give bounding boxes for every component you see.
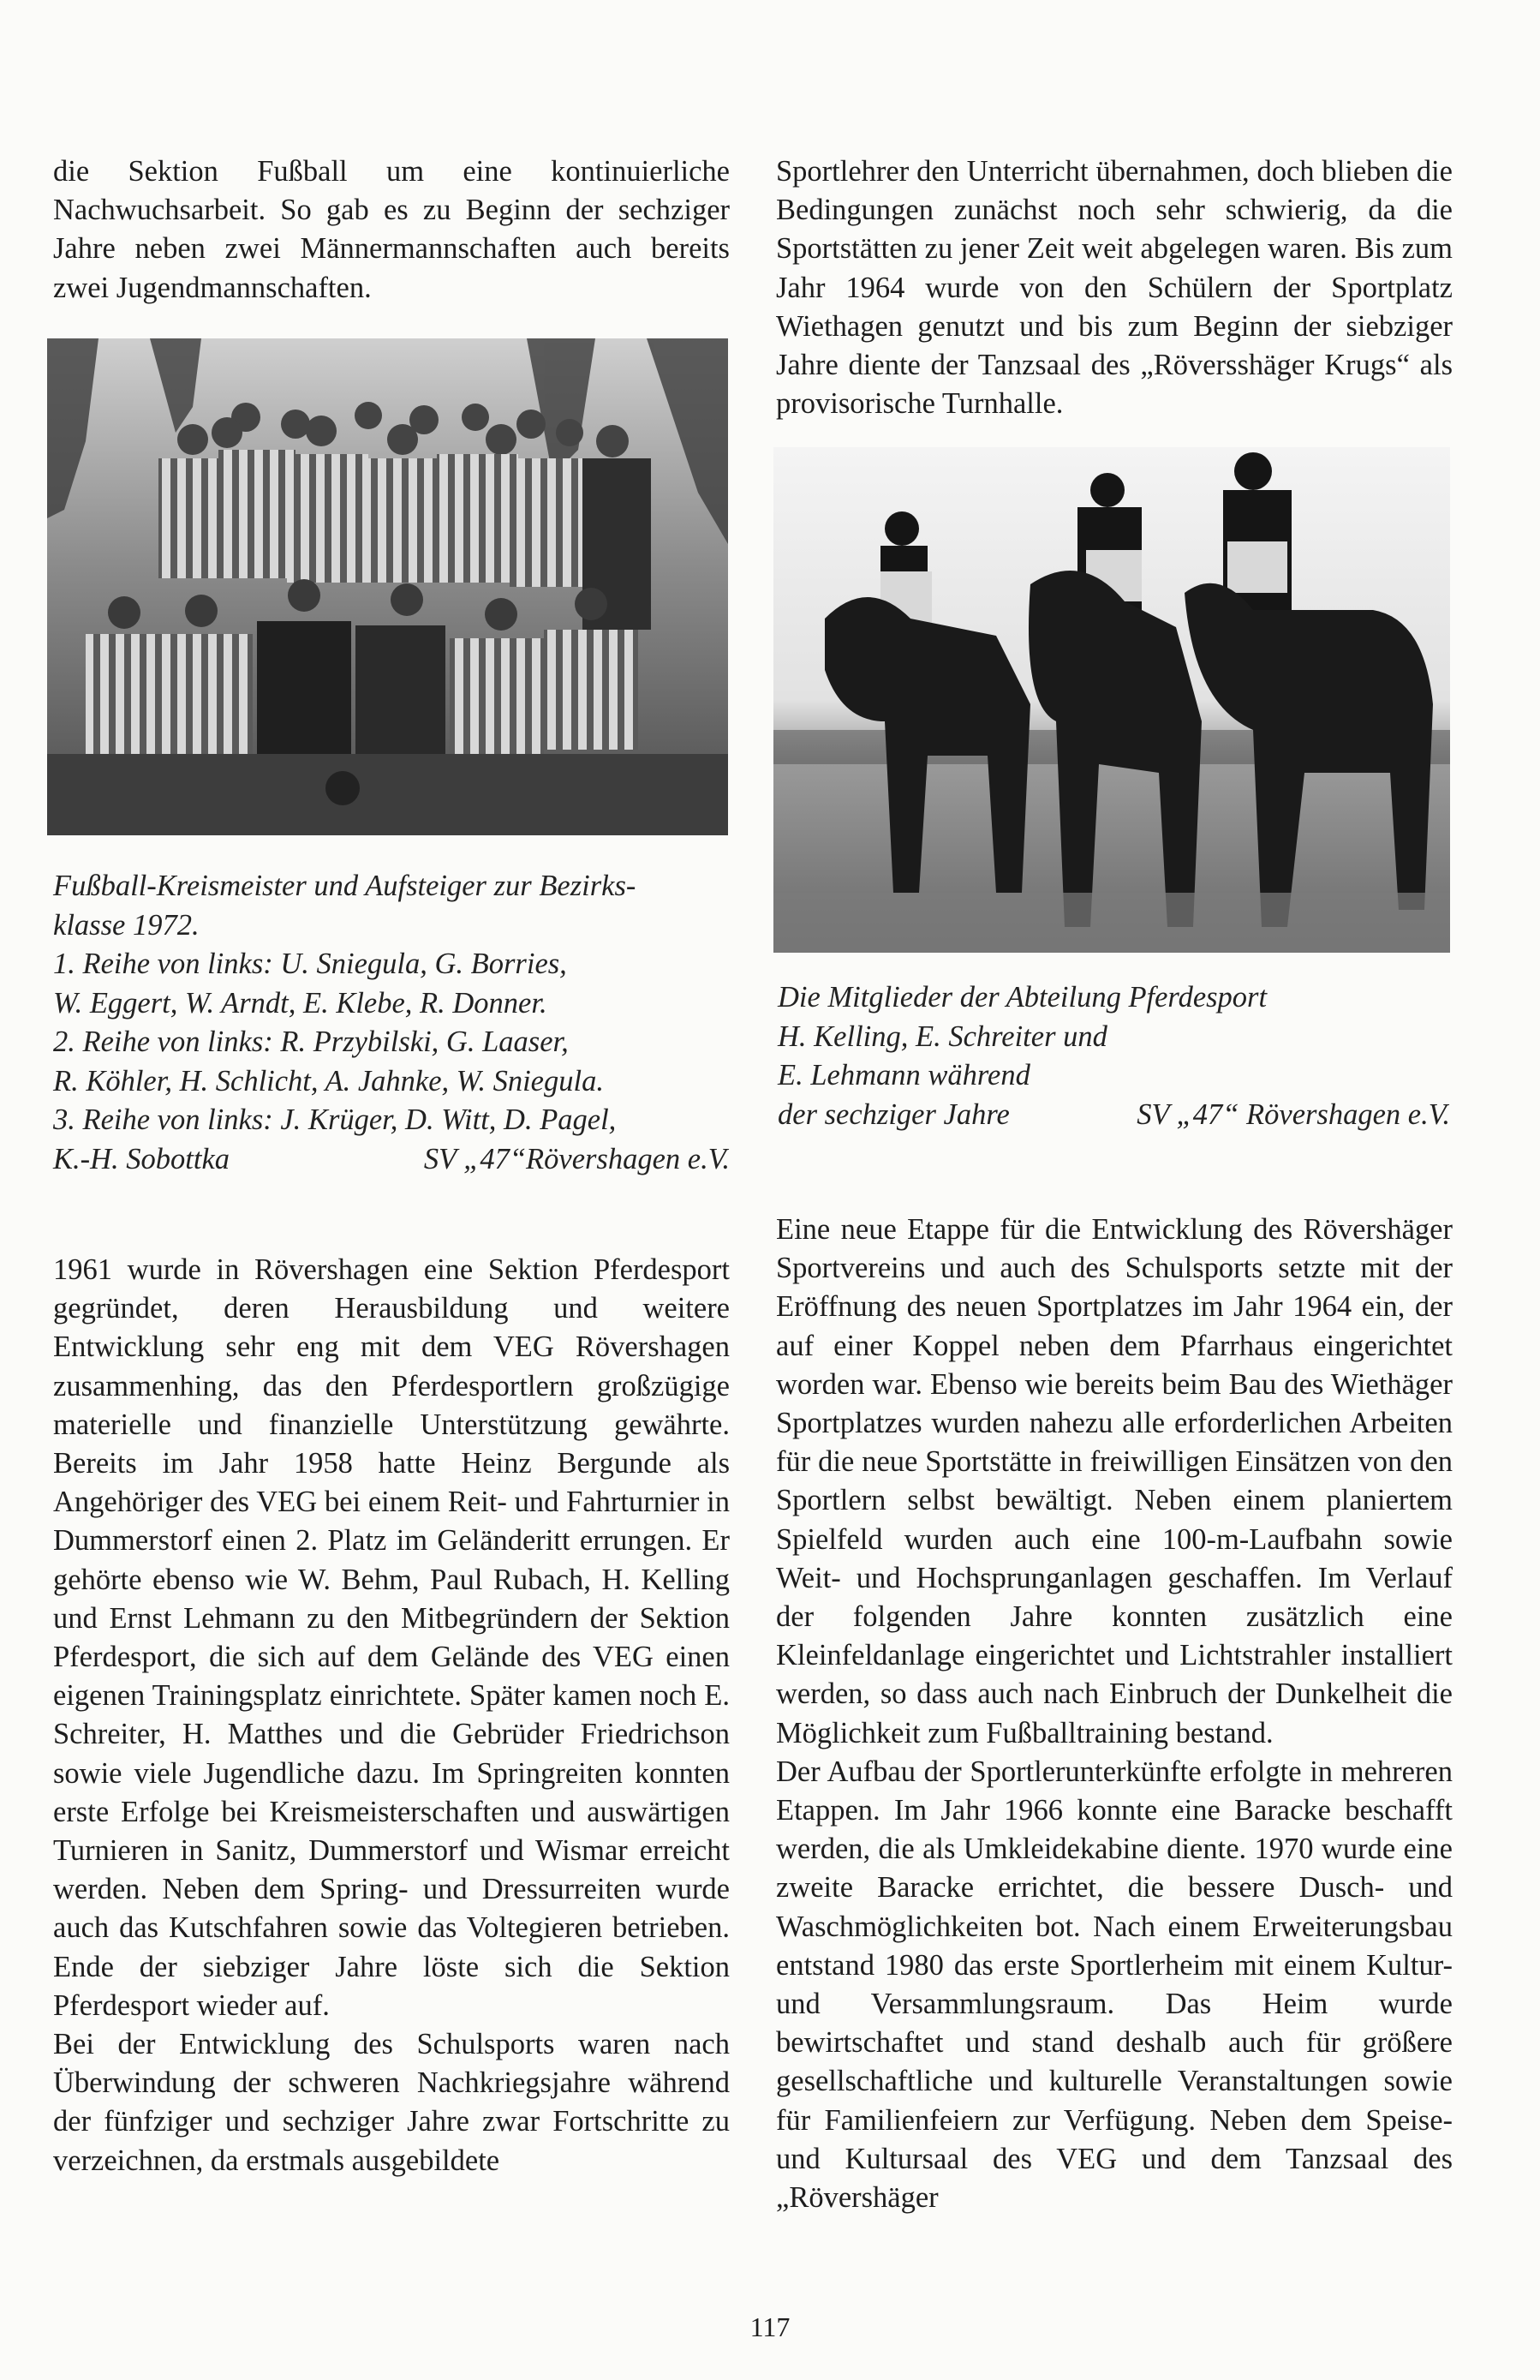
body-paragraph: Bei der Entwicklung des Schulsports waren nach Überwindung der schweren Nachkriegsjahre während der fünfziger und sechziger Jahre zwar Fortschritte zu verzeichnen, da erstmals ausgebildete — [53, 2028, 730, 2177]
caption-line: R. Köhler, H. Schlicht, A. Jahnke, W. Sniegula. — [53, 1064, 604, 1097]
caption-line: Die Mitglieder der Abteilung Pferdesport — [778, 981, 1268, 1014]
photo-credit: SV „47“Rövershagen e.V. — [423, 1142, 730, 1175]
football-photo-caption — [53, 867, 730, 1179]
page-number: 117 — [749, 2311, 791, 2342]
top-left-text-block — [53, 152, 730, 308]
caption-line: E. Lehmann während — [778, 1059, 1030, 1091]
horse-photo-caption — [778, 978, 1450, 1134]
left-body-text — [53, 1251, 730, 2180]
caption-line: 1. Reihe von links: U. Sniegula, G. Borries, — [53, 948, 567, 980]
right-body-text — [776, 1211, 1453, 2217]
horse-riders-photo-image — [773, 447, 1450, 953]
caption-last-line — [778, 1096, 1450, 1135]
horse-riders-photo — [773, 447, 1450, 953]
body-paragraph: Eine neue Etappe für die Entwicklung des Rövershäger Sportvereins und auch des Schulsports setzte mit der Eröffnung des neuen Sportplatzes im Jahr 1964 ein, der auf einer Koppel neben dem Pfarrhaus eingerichtet worden war. Ebenso wie bereits beim Bau des Wiethäger Sportplatzes wurden nahezu alle erforderlichen Arbeiten für die neue Sportstätte in freiwilligen Einsätzen von den Sportlern selbst bewältigt. Neben einem planiertem Spielfeld wurden auch eine 100-m-Laufbahn sowie Weit- und Hochsprunganlagen geschaffen. Im Verlauf der folgenden Jahre konnten zusätzlich eine Kleinfeldanlage eingerichtet und Lichtstrahler installiert werden, so dass auch nach Einbruch der Dunkelheit die Möglichkeit zum Fußballtraining bestand. — [776, 1213, 1453, 1749]
football-team-photo-image — [47, 338, 728, 835]
body-paragraph: Der Aufbau der Sportlerunterkünfte erfolgte in mehreren Etappen. Im Jahr 1966 konnte eine Baracke beschafft werden, die als Umkleidekabine diente. 1970 wurde eine zweite Baracke errichtet, die bessere Dusch- und Waschmöglichkeiten bot. Nach einem Erweiterungsbau entstand 1980 das erste Sportlerheim mit einem Kultur- und Versammlungsraum. Das Heim wurde bewirtschaftet und stand deshalb auch für größere gesellschaftliche und kulturelle Veranstaltungen sowie für Familienfeiern zur Verfügung. Neben dem Speise- und Kultursaal des VEG und dem Tanzsaal des „Rövershäger — [776, 1755, 1453, 2215]
caption-last-line — [53, 1140, 730, 1180]
caption-line: klasse 1972. — [53, 908, 200, 942]
caption-line: H. Kelling, E. Schreiter und — [778, 1020, 1107, 1053]
top-right-text-block — [776, 152, 1453, 423]
caption-line: 3. Reihe von links: J. Krüger, D. Witt, D. Pagel, — [53, 1103, 617, 1136]
body-paragraph: Sportlehrer den Unterricht übernahmen, doch blieben die Bedingungen zunächst noch sehr schwierig, da die Sportstätten zu jener Zeit weit abgelegen waren. Bis zum Jahr 1964 wurde von den Schülern der Sportplatz Wiethagen genutzt und bis zum Beginn der siebziger Jahre diente der Tanzsaal des „Röversshäger Krugs“ als provisorische Turnhalle. — [776, 155, 1453, 421]
caption-line: K.-H. Sobottka — [53, 1142, 230, 1175]
body-paragraph: die Sektion Fußball um eine kontinuierliche Nachwuchsarbeit. So gab es zu Beginn der sechziger Jahre neben zwei Männermannschaften auch bereits zwei Jugendmannschaften. — [53, 155, 730, 304]
caption-line: 2. Reihe von links: R. Przybilski, G. Laaser, — [53, 1026, 569, 1058]
caption-line: der sechziger Jahre — [778, 1097, 1010, 1131]
photo-credit: SV „47“ Rövershagen e.V. — [1137, 1097, 1450, 1131]
body-paragraph: 1961 wurde in Rövershagen eine Sektion Pferdesport gegründet, deren Herausbildung und weitere Entwicklung sehr eng mit dem VEG Rövershagen zusammenhing, das den Pferdesportlern großzügige materielle und finanzielle Unterstützung gewährte. Bereits im Jahr 1958 hatte Heinz Bergunde als Angehöriger des VEG bei einem Reit- und Fahrturnier in Dummerstorf einen 2. Platz im Geländeritt errungen. Er gehörte ebenso wie W. Behm, Paul Rubach, H. Kelling und Ernst Lehmann zu den Mitbegründern der Sektion Pferdesport, die sich auf dem Gelände des VEG einen eigenen Trainingsplatz einrichtete. Später kamen noch E. Schreiter, H. Matthes und die Gebrüder Friedrichson sowie viele Jugendliche dazu. Im Springreiten konnten erste Erfolge bei Kreismeisterschaften und auswärtigen Turnieren in Sanitz, Dummerstorf und Wismar erreicht werden. Neben dem Spring- und Dressurreiten wurde auch das Kutschfahren sowie das Voltegieren betrieben. Ende der siebziger Jahre löste sich die Sektion Pferdesport wieder auf. — [53, 1253, 730, 2022]
football-team-photo — [47, 338, 728, 835]
caption-line: Fußball-Kreismeister und Aufsteiger zur Bezirks- — [53, 870, 636, 902]
caption-line: W. Eggert, W. Arndt, E. Klebe, R. Donner. — [53, 986, 547, 1020]
